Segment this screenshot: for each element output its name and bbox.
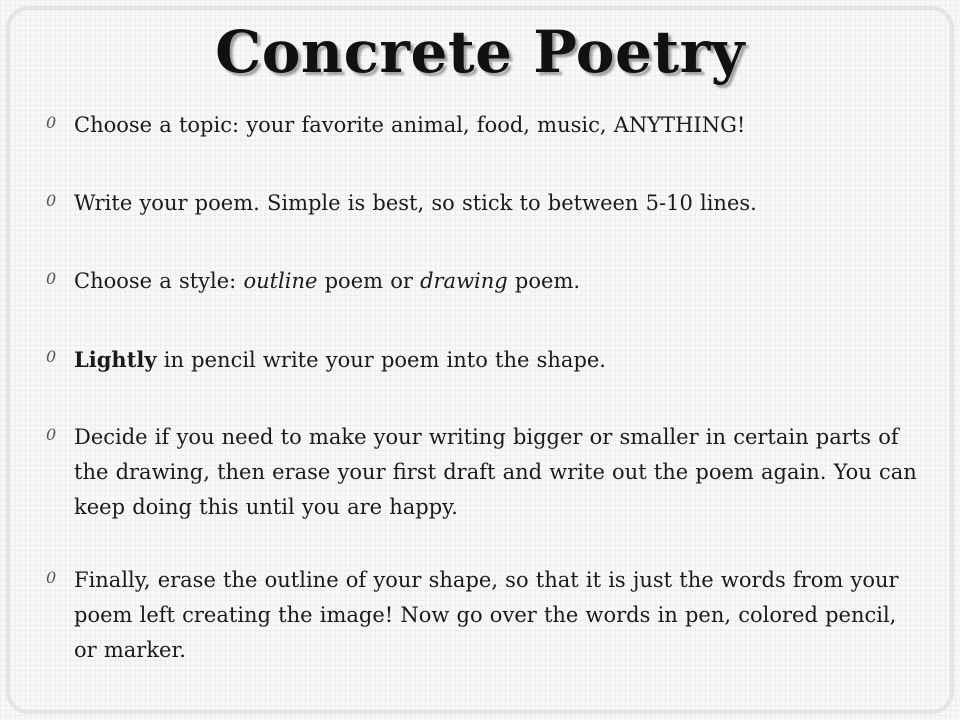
bullet-marker: 0 xyxy=(46,113,57,132)
bullet-item xyxy=(46,342,926,378)
bullet-item xyxy=(46,186,926,221)
bullet-item xyxy=(46,264,926,299)
bullet-text: Finally, erase the outline of your shape, so that it is just the words from your poem left creating the image! Now go over the words in pen, colored pencil, or marker. xyxy=(74,568,899,662)
slide-title: Concrete Poetry xyxy=(215,18,745,86)
bullet-text-part: poem. xyxy=(507,269,581,293)
bullet-text-part: poem or xyxy=(317,269,421,293)
bullet-marker: 0 xyxy=(46,347,57,366)
bullet-text-bold: Lightly xyxy=(74,347,157,372)
bullet-text: Write your poem. Simple is best, so stick to between 5-10 lines. xyxy=(74,191,757,215)
bullet-item xyxy=(46,108,926,143)
bullet-marker: 0 xyxy=(46,568,57,587)
bullet-marker: 0 xyxy=(46,425,57,444)
bullet-text-part: in pencil write your poem into the shape. xyxy=(156,348,606,372)
bullet-text: Choose a topic: your favorite animal, food, music, ANYTHING! xyxy=(74,113,746,137)
bullet-text-emphasis: drawing xyxy=(420,269,508,293)
bullet-text-emphasis: outline xyxy=(243,269,318,293)
bullet-item xyxy=(46,563,926,668)
bullet-text-part: Choose a style: xyxy=(74,269,244,293)
bullet-marker: 0 xyxy=(46,191,57,210)
bullet-marker: 0 xyxy=(46,269,57,288)
bullet-item xyxy=(46,420,926,525)
bullet-text: Decide if you need to make your writing bigger or smaller in certain parts of the drawing, then erase your first draft and write out the poem again. You can keep doing this until you are happy. xyxy=(74,425,917,519)
bullet-text xyxy=(74,342,926,378)
bullet-text xyxy=(74,264,926,299)
